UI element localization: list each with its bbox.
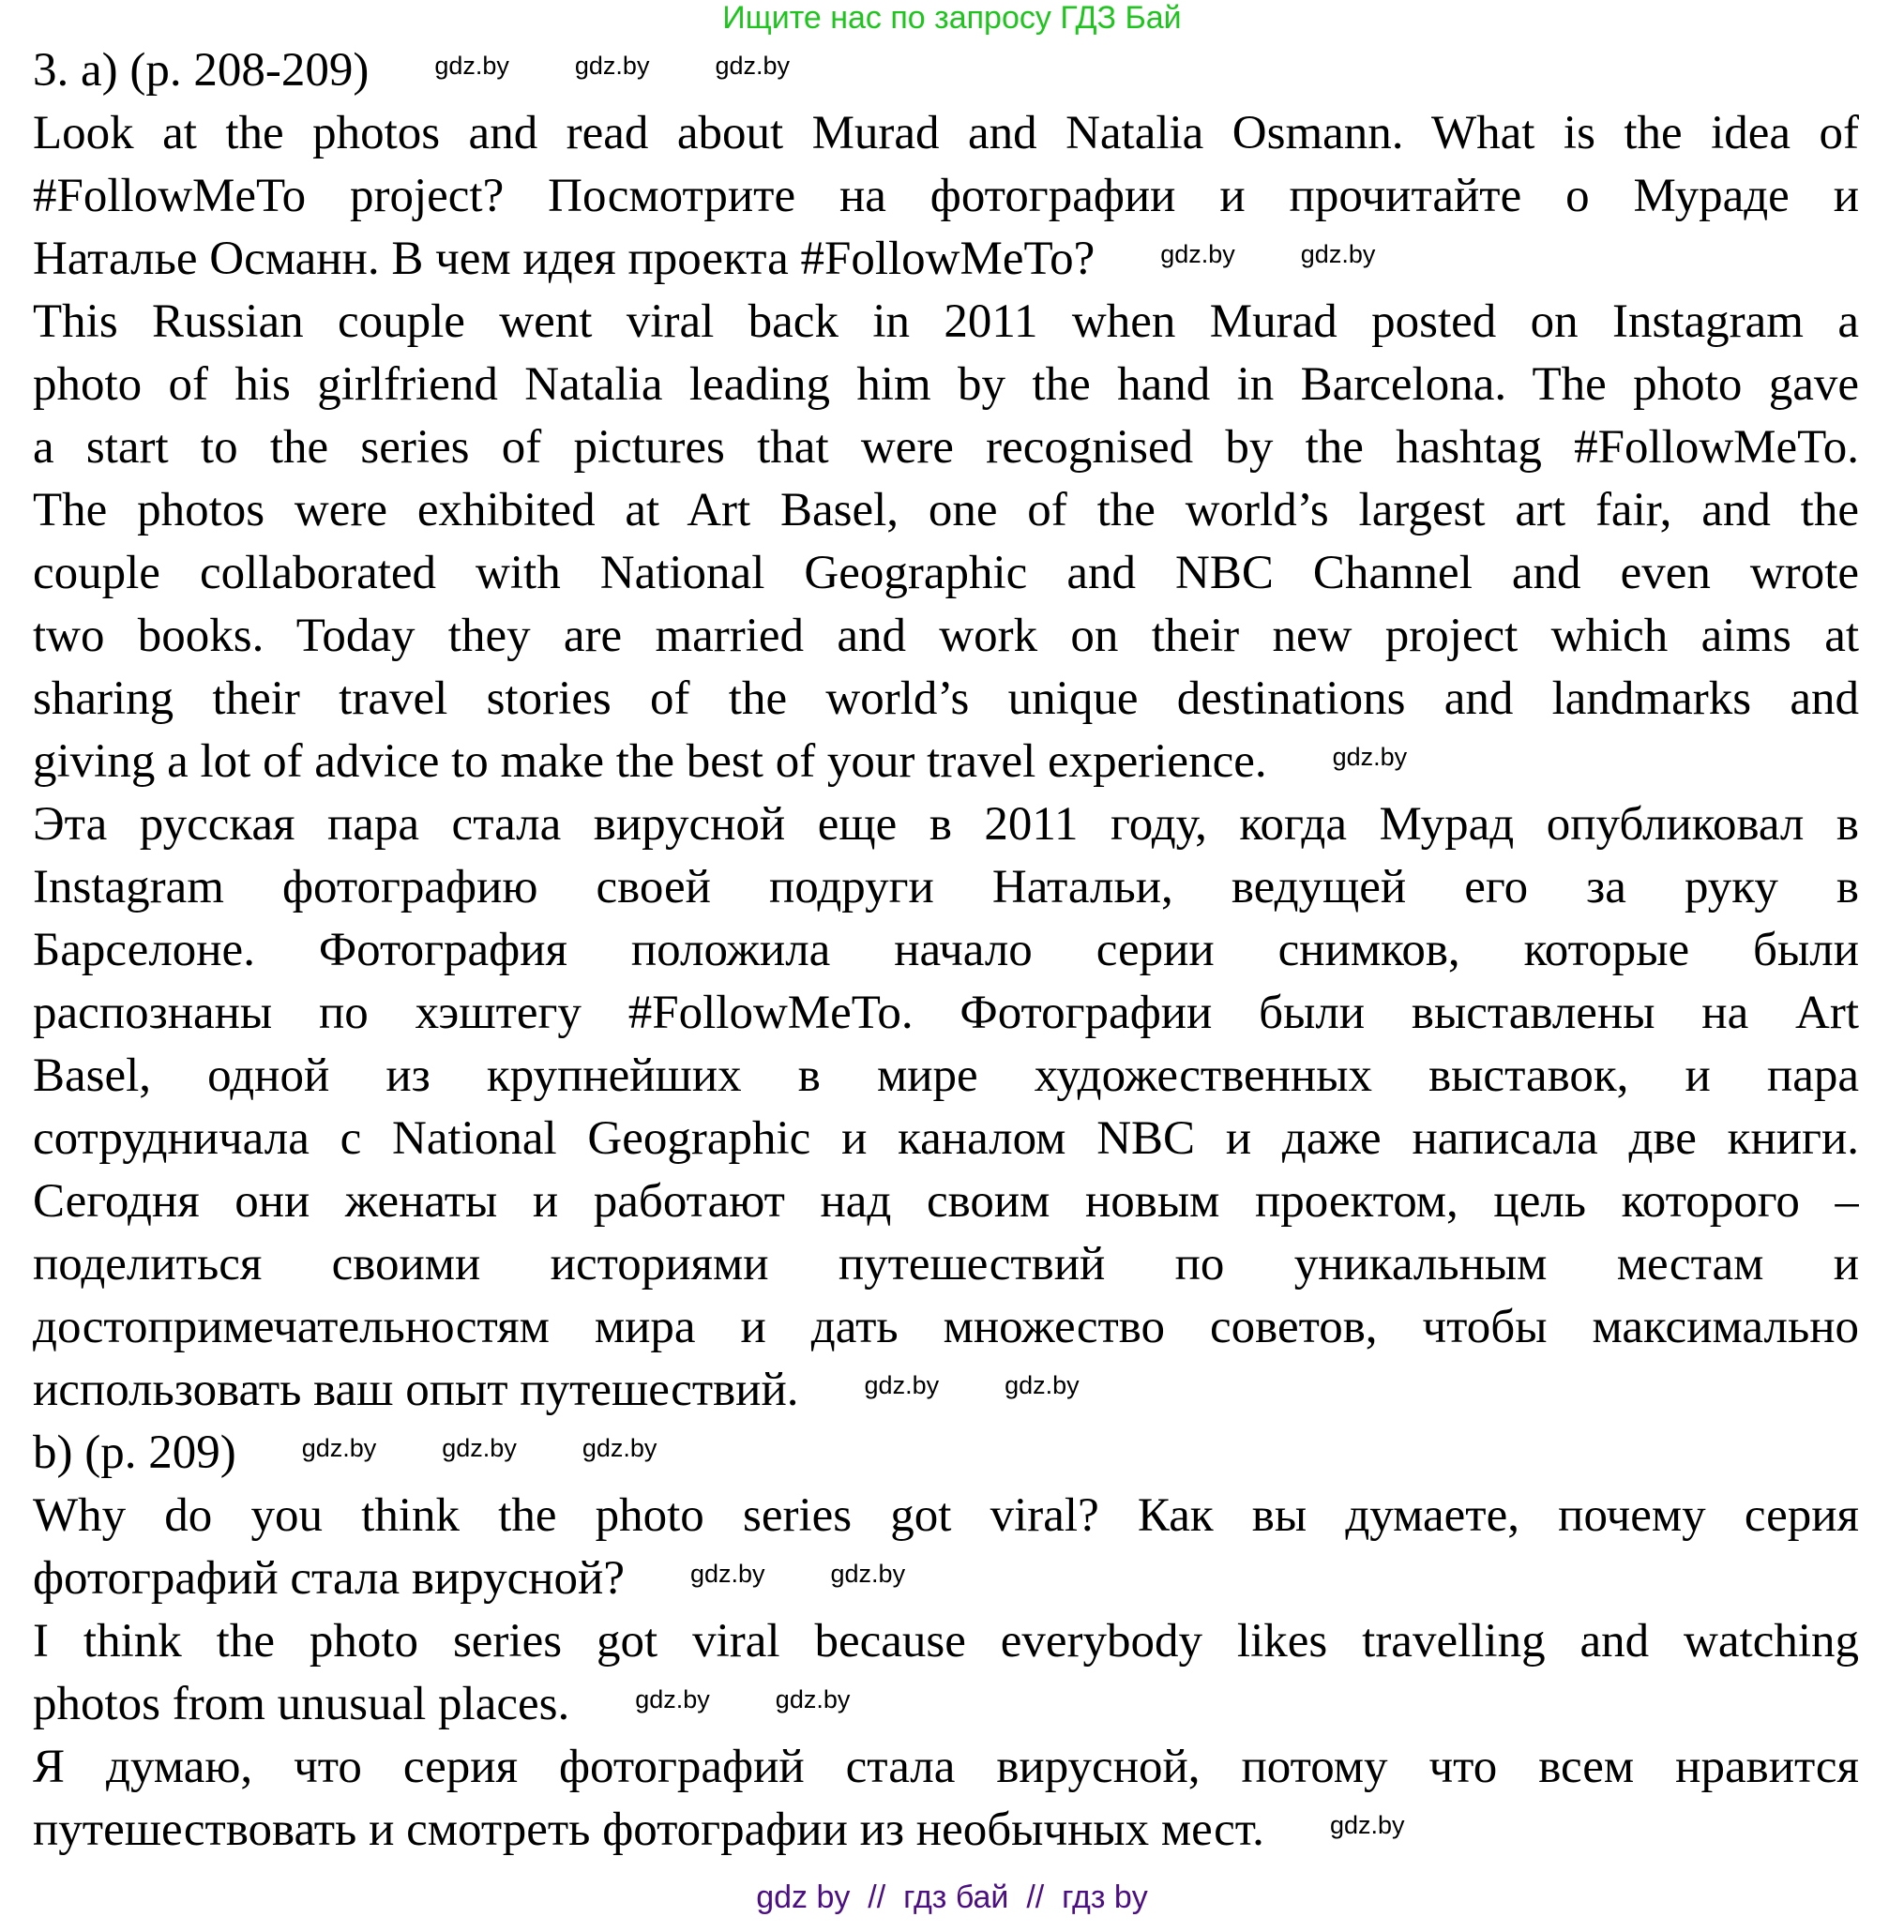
text-line (33, 228, 1375, 291)
text-line (33, 1547, 905, 1610)
text-line (33, 982, 1859, 1045)
text-line (33, 731, 1407, 793)
watermark: gdz.by (775, 1685, 851, 1713)
watermark: gdz.by (442, 1434, 517, 1462)
watermark: gdz.by (864, 1371, 940, 1399)
text-line (33, 416, 1859, 479)
text-line (33, 1233, 1859, 1296)
text-line-content: 3. a) (p. 208-209) (33, 44, 370, 97)
text-line-content: The photos were exhibited at Art Basel, one of the world’s largest art fair, and the (33, 484, 1859, 536)
text-line-content: photo of his girlfriend Natalia leading him by the hand in Barcelona. The photo gave (33, 358, 1859, 411)
text-line (33, 1736, 1859, 1799)
text-line-content: couple collaborated with National Geographic and NBC Channel and even wrote (33, 547, 1859, 599)
text-line-content: #FollowMeTo project? Посмотрите на фотографии и прочитайте о Мураде и (33, 170, 1859, 222)
text-line-content: Барселоне. Фотография положила начало серии снимков, которые были (33, 924, 1859, 976)
text-line-content: sharing their travel stories of the world’s unique destinations and landmarks and (33, 672, 1859, 725)
watermark: gdz.by (635, 1685, 710, 1713)
watermark: gdz.by (1300, 240, 1376, 268)
text-line (33, 291, 1859, 354)
text-line (33, 1422, 657, 1485)
text-line-content: Сегодня они женаты и работают над своим новым проектом, цель которого – (33, 1175, 1859, 1228)
text-line (33, 919, 1859, 982)
watermark: gdz.by (1332, 743, 1408, 771)
text-line (33, 1359, 1080, 1422)
text-line-content: Why do you think the photo series got viral? Как вы думаете, почему серия (33, 1489, 1859, 1542)
text-line-content: использовать ваш опыт путешествий. (33, 1364, 799, 1416)
text-line-content: Look at the photos and read about Murad and Natalia Osmann. What is the idea of (33, 107, 1859, 159)
text-line-content: Я думаю, что серия фотографий стала вирусной, потому что всем нравится (33, 1741, 1859, 1793)
watermark: gdz.by (1005, 1371, 1080, 1399)
text-line-content: I think the photo series got viral because everybody likes travelling and watching (33, 1615, 1859, 1668)
text-line-content: Instagram фотографию своей подруги Натальи, ведущей его за руку в (33, 861, 1859, 913)
text-line (33, 793, 1859, 856)
watermark: gdz.by (582, 1434, 657, 1462)
text-line-content: b) (p. 209) (33, 1426, 236, 1479)
watermark: gdz.by (574, 52, 650, 80)
text-line (33, 1673, 850, 1736)
text-line (33, 1108, 1859, 1170)
text-line (33, 479, 1859, 542)
watermark: gdz.by (1329, 1811, 1405, 1839)
footer-links: gdz by // гдз бай // гдз by (756, 1879, 1148, 1915)
text-line-content: поделиться своими историями путешествий по уникальным местам и (33, 1238, 1859, 1291)
text-line-content: This Russian couple went viral back in 2011 when Murad posted on Instagram a (33, 295, 1859, 348)
watermark: gdz.by (1160, 240, 1235, 268)
watermark: gdz.by (434, 52, 509, 80)
text-line-content: Эта русская пара стала вирусной еще в 2011 году, когда Мурад опубликовал в (33, 798, 1859, 851)
watermark: gdz.by (715, 52, 791, 80)
text-line (33, 354, 1859, 416)
text-line (33, 102, 1859, 165)
document-body (33, 39, 1859, 1862)
text-line (33, 1170, 1859, 1233)
text-line (33, 1610, 1859, 1673)
text-line (33, 1296, 1859, 1359)
text-line-content: Basel, одной из крупнейших в мире художественных выставок, и пара (33, 1049, 1859, 1102)
text-line-content: photos from unusual places. (33, 1678, 570, 1730)
text-line-content: распознаны по хэштегу #FollowMeTo. Фотографии были выставлены на Art (33, 987, 1859, 1039)
text-line (33, 856, 1859, 919)
text-line-content: достопримечательностям мира и дать множество советов, чтобы максимально (33, 1301, 1859, 1353)
text-line (33, 165, 1859, 228)
text-line (33, 1799, 1405, 1862)
text-line-content: путешествовать и смотреть фотографии из необычных мест. (33, 1804, 1264, 1856)
watermark: gdz.by (830, 1560, 906, 1588)
text-line-content: сотрудничала с National Geographic и каналом NBC и даже написала две книги. (33, 1112, 1859, 1165)
text-line-content: giving a lot of advice to make the best of your travel experience. (33, 735, 1267, 788)
watermark: gdz.by (301, 1434, 377, 1462)
text-line (33, 1485, 1859, 1547)
text-line-content: a start to the series of pictures that were recognised by the hashtag #FollowMeTo. (33, 421, 1859, 474)
text-line (33, 542, 1859, 605)
text-line (33, 39, 790, 102)
text-line (33, 1045, 1859, 1108)
watermark: gdz.by (689, 1560, 765, 1588)
text-line (33, 605, 1859, 668)
text-line-content: two books. Today they are married and work on their new project which aims at (33, 610, 1859, 662)
text-line (33, 668, 1859, 731)
text-line-content: фотографий стала вирусной? (33, 1552, 625, 1605)
text-line-content: Наталье Османн. В чем идея проекта #FollowMeTo? (33, 233, 1096, 285)
search-banner: Ищите нас по запросу ГДЗ Бай (722, 0, 1182, 36)
